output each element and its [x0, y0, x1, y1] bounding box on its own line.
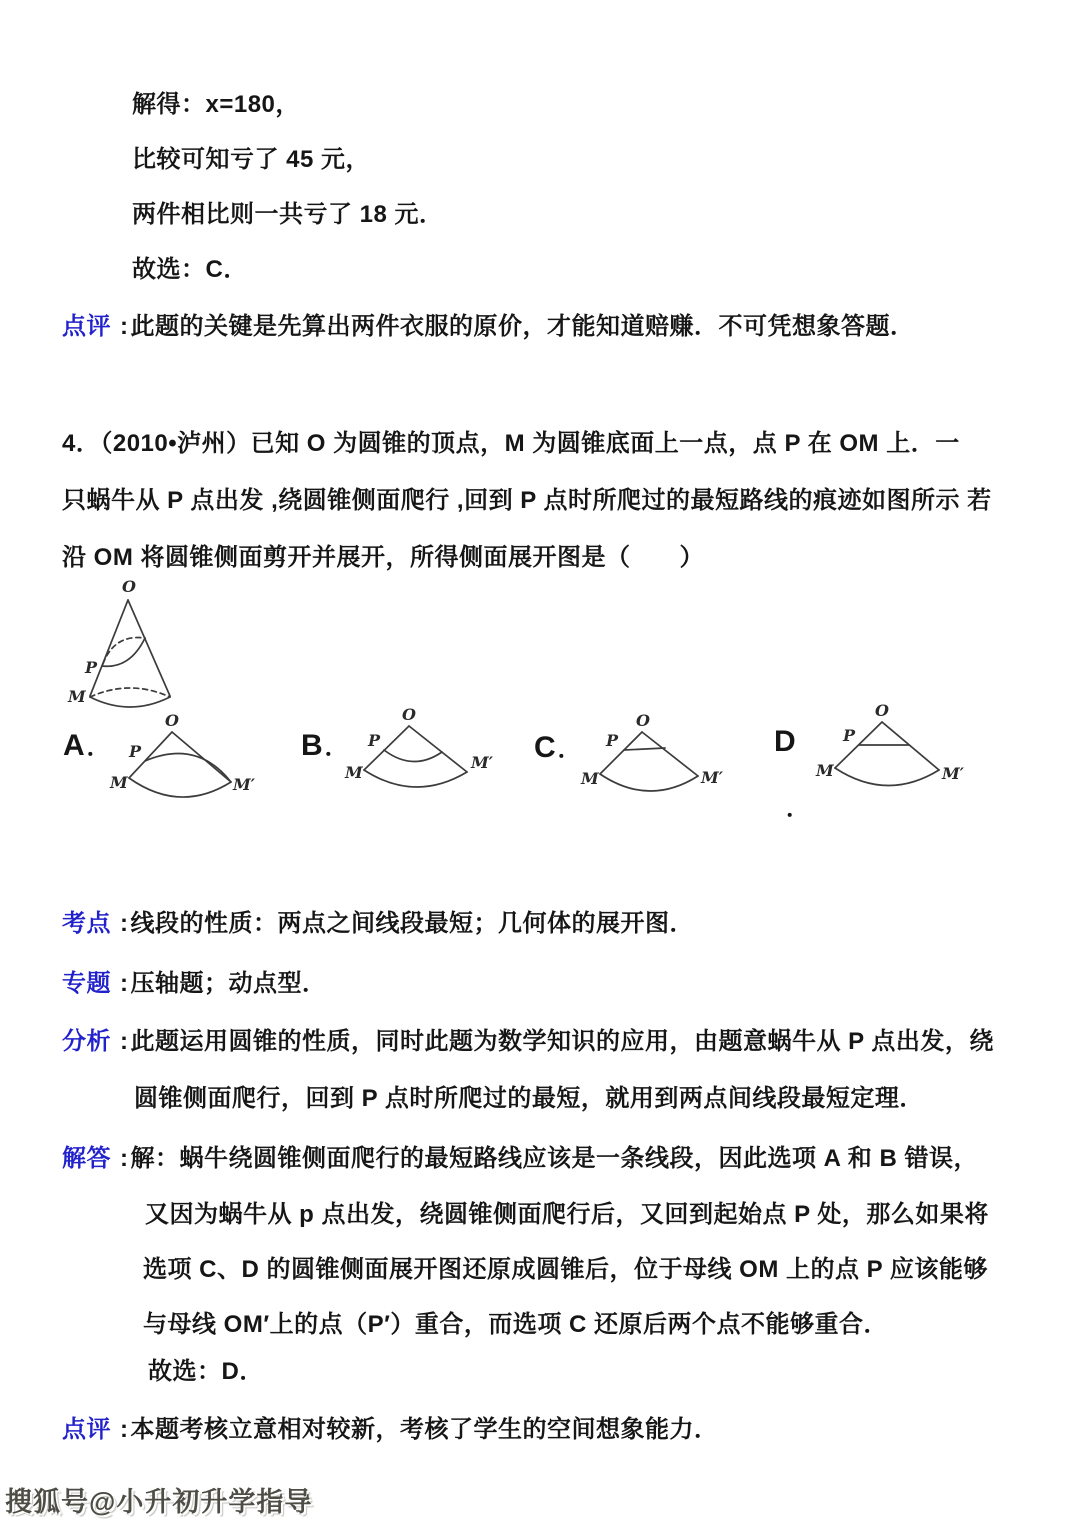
kaodian-label: 考点: [62, 910, 111, 937]
fig-label-O: O: [165, 711, 179, 730]
fig-label-P: P: [129, 742, 142, 761]
solution-line: 两件相比则一共亏了 18 元．: [132, 201, 444, 228]
jieda-answer: 故选：D．: [148, 1358, 264, 1385]
arc-M-Mp: [835, 768, 939, 786]
dianping-row: [62, 1409, 719, 1444]
fig-label-Mp: M′: [233, 775, 255, 794]
chord-P: [624, 748, 665, 750]
fig-label-M: M: [110, 773, 128, 792]
option-d-letter: D: [774, 725, 798, 758]
kaodian-text: 线段的性质：两点之间线段最短；几何体的展开图．: [130, 910, 694, 937]
fig-label-Mp: M′: [471, 753, 493, 772]
comment-text: 此题的关键是先算出两件衣服的原价，才能知道赔赚．不可凭想象答题．: [130, 313, 915, 340]
fenxi-text: 此题运用圆锥的性质，同时此题为数学知识的应用，由题意蜗牛从 P 点出发，绕: [130, 1028, 994, 1055]
cone-figure: [52, 576, 212, 722]
zhuanti-row: [62, 963, 327, 998]
fig-label-M: M: [816, 761, 834, 780]
cone-label-M: M: [68, 687, 86, 706]
arc-M-Mp: [129, 778, 231, 797]
option-c-letter: C．: [534, 731, 584, 764]
option-d-period: ．: [786, 795, 812, 822]
jieda-label: 解答: [62, 1145, 111, 1172]
edge-OMp: [172, 732, 231, 782]
fig-label-M: M: [345, 763, 363, 782]
fig-label-Mp: M′: [942, 764, 964, 783]
snail-path-back: [103, 638, 145, 664]
zhuanti-label: 专题: [62, 970, 111, 997]
dianping-colon: :: [120, 1416, 129, 1443]
cone-left-edge: [90, 600, 128, 696]
path-P-to-Mp: [145, 754, 231, 782]
option-d-figure: [815, 701, 965, 809]
comment-row: [62, 306, 915, 341]
question-line: 4．（2010•泸州）已知 O 为圆锥的顶点，M 为圆锥底面上一点，点 P 在 OM 上．一: [62, 430, 960, 457]
edge-OMp: [409, 726, 467, 772]
fig-label-P: P: [606, 731, 619, 750]
fenxi-row: [62, 1021, 994, 1056]
question-line: 沿 OM 将圆锥侧面剪开并展开，所得侧面展开图是（ ）: [62, 544, 704, 571]
cone-base-back: [90, 688, 170, 697]
jieda-text: 又因为蜗牛从 p 点出发，绕圆锥侧面爬行后，又回到起始点 P 处，那么如果将: [145, 1201, 989, 1228]
jieda-text: 选项 C、D 的圆锥侧面展开图还原成圆锥后，位于母线 OM 上的点 P 应该能够: [143, 1256, 988, 1283]
fig-label-Mp: M′: [701, 768, 723, 787]
kaodian-colon: :: [120, 910, 129, 937]
solution-line: 故选：C．: [132, 256, 248, 283]
dianping-label: 点评: [62, 1416, 111, 1443]
fenxi-text: 圆锥侧面爬行，回到 P 点时所爬过的最短，就用到两点间线段最短定理．: [134, 1085, 924, 1112]
option-b-figure: [342, 705, 493, 813]
arc-M-Mp: [364, 770, 467, 787]
jieda-text: 与母线 OM′上的点（P′）重合，而选项 C 还原后两个点不能够重合．: [143, 1311, 889, 1338]
fig-label-O: O: [402, 705, 416, 724]
solution-line: 比较可知亏了 45 元，: [132, 146, 371, 173]
dianping-text: 本题考核立意相对较新，考核了学生的空间想象能力．: [130, 1416, 719, 1443]
comment-label: 点评: [62, 313, 111, 340]
question-line: 只蜗牛从 P 点出发 ,绕圆锥侧面爬行 ,回到 P 点时所爬过的最短路线的痕迹如图所示 若: [62, 487, 992, 514]
cone-label-O: O: [122, 577, 136, 596]
cone-label-P: P: [85, 658, 98, 677]
inner-arc-P: [384, 750, 442, 762]
option-b-letter: B．: [301, 729, 351, 762]
edge-OMp: [882, 722, 939, 770]
jieda-text: 解：蜗牛绕圆锥侧面爬行的最短路线应该是一条线段，因此选项 A 和 B 错误，: [130, 1145, 978, 1172]
fig-label-P: P: [843, 726, 856, 745]
zhuanti-colon: :: [120, 970, 129, 997]
watermark-sohu: 搜狐号@小升初升学指导: [5, 1487, 313, 1517]
fenxi-colon: :: [120, 1028, 129, 1055]
zhuanti-text: 压轴题；动点型．: [130, 970, 327, 997]
cone-base-front: [90, 697, 170, 707]
fig-label-M: M: [581, 769, 599, 788]
fig-label-O: O: [636, 711, 650, 730]
fig-label-O: O: [875, 701, 889, 720]
option-a-figure: [105, 712, 255, 817]
edge-OMp: [642, 732, 698, 776]
fenxi-label: 分析: [62, 1028, 111, 1055]
comment-colon: :: [120, 313, 129, 340]
jieda-row: [62, 1138, 978, 1173]
kaodian-row: [62, 903, 694, 938]
option-a-letter: A．: [63, 729, 113, 762]
option-c-figure: [578, 712, 728, 817]
arc-M-Mp: [600, 774, 698, 791]
cone-right-edge: [128, 600, 170, 696]
solution-line: 解得：x=180，: [132, 91, 300, 118]
fig-label-P: P: [368, 731, 381, 750]
jieda-colon: :: [120, 1145, 129, 1172]
